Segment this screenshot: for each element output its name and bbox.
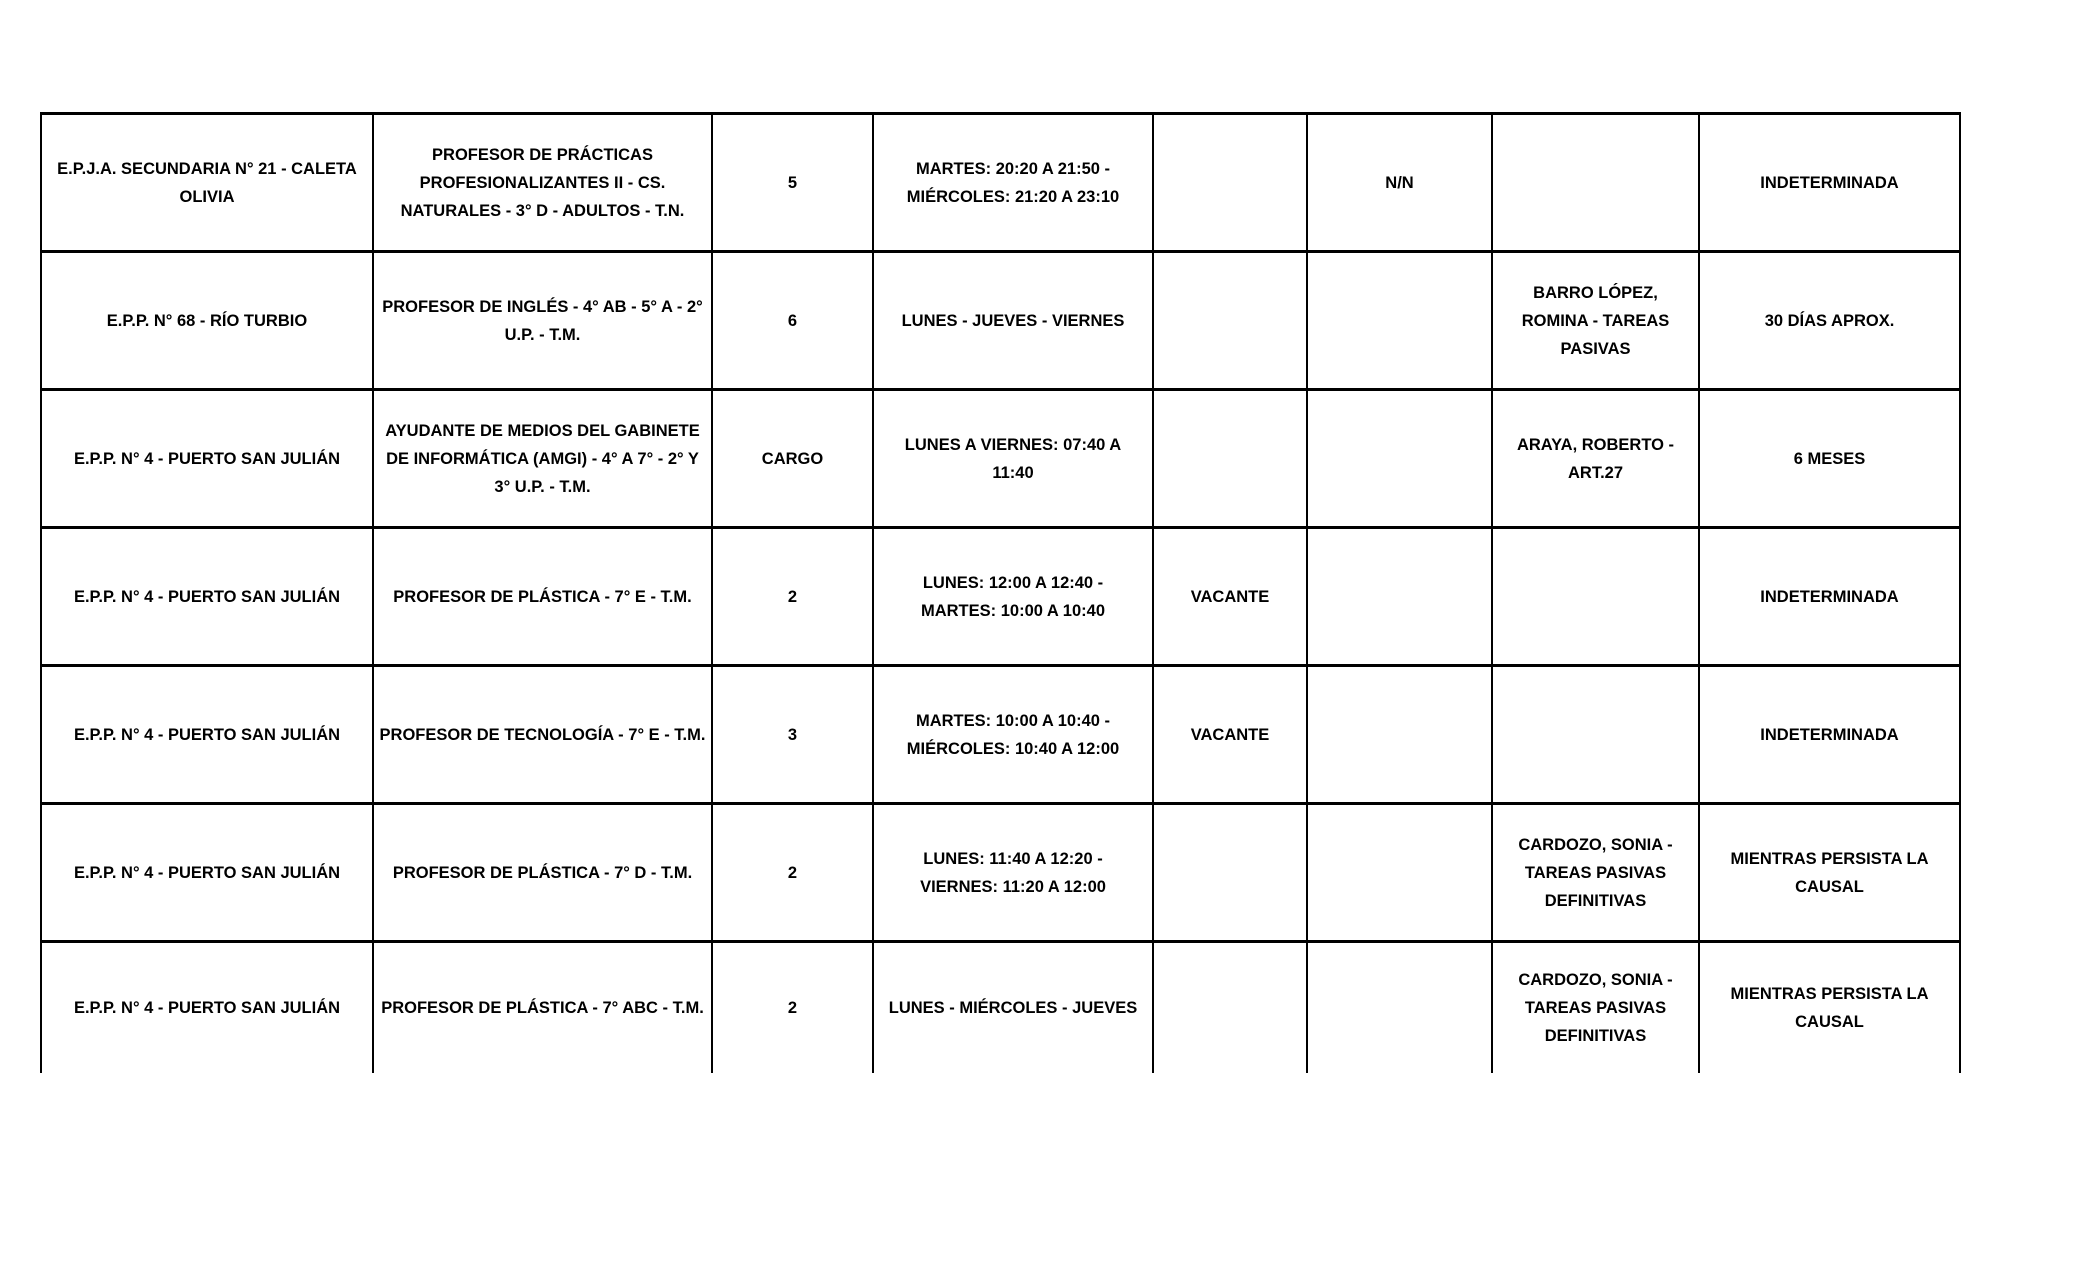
table-cell: LUNES A VIERNES: 07:40 A 11:40 — [874, 391, 1154, 529]
table-cell — [1493, 115, 1700, 253]
table-cell: E.P.J.A. SECUNDARIA N° 21 - CALETA OLIVIA — [42, 115, 374, 253]
table-cell: ARAYA, ROBERTO - ART.27 — [1493, 391, 1700, 529]
table-cell: PROFESOR DE PRÁCTICAS PROFESIONALIZANTES II - CS. NATURALES - 3° D - ADULTOS - T.N. — [374, 115, 713, 253]
table-cell: PROFESOR DE PLÁSTICA - 7° ABC - T.M. — [374, 943, 713, 1073]
table-cell: 6 — [713, 253, 874, 391]
table-cell: 3 — [713, 667, 874, 805]
table-cell: INDETERMINADA — [1700, 529, 1961, 667]
table-row — [42, 253, 1961, 391]
table-cell: CARDOZO, SONIA - TAREAS PASIVAS DEFINITIVAS — [1493, 805, 1700, 943]
table-cell — [1493, 667, 1700, 805]
table-cell: MARTES: 20:20 A 21:50 - MIÉRCOLES: 21:20 A 23:10 — [874, 115, 1154, 253]
table-cell — [1308, 805, 1493, 943]
table-cell: 30 DÍAS APROX. — [1700, 253, 1961, 391]
table-cell: VACANTE — [1154, 529, 1308, 667]
table-cell — [1308, 667, 1493, 805]
table-cell: E.P.P. N° 68 - RÍO TURBIO — [42, 253, 374, 391]
table-cell: LUNES - JUEVES - VIERNES — [874, 253, 1154, 391]
table-cell: PROFESOR DE INGLÉS - 4° AB - 5° A - 2° U.P. - T.M. — [374, 253, 713, 391]
table-cell: MARTES: 10:00 A 10:40 - MIÉRCOLES: 10:40 A 12:00 — [874, 667, 1154, 805]
table-cell: MIENTRAS PERSISTA LA CAUSAL — [1700, 805, 1961, 943]
table-cell — [1154, 805, 1308, 943]
table-cell — [1308, 391, 1493, 529]
table-row — [42, 943, 1961, 1073]
table-cell — [1308, 529, 1493, 667]
table-cell: 6 MESES — [1700, 391, 1961, 529]
table-cell: 2 — [713, 943, 874, 1073]
table-cell: BARRO LÓPEZ, ROMINA - TAREAS PASIVAS — [1493, 253, 1700, 391]
table-row — [42, 529, 1961, 667]
table-cell — [1154, 115, 1308, 253]
table-cell: INDETERMINADA — [1700, 115, 1961, 253]
table-cell: PROFESOR DE PLÁSTICA - 7° D - T.M. — [374, 805, 713, 943]
table-cell — [1308, 943, 1493, 1073]
assignments-table — [40, 112, 1961, 1073]
table-row — [42, 667, 1961, 805]
table-cell: LUNES: 11:40 A 12:20 - VIERNES: 11:20 A 12:00 — [874, 805, 1154, 943]
table-cell: LUNES: 12:00 A 12:40 - MARTES: 10:00 A 10:40 — [874, 529, 1154, 667]
table-cell: VACANTE — [1154, 667, 1308, 805]
table-cell — [1154, 253, 1308, 391]
table-row — [42, 391, 1961, 529]
table-cell: PROFESOR DE TECNOLOGÍA - 7° E - T.M. — [374, 667, 713, 805]
table-cell: 2 — [713, 529, 874, 667]
table-cell: E.P.P. N° 4 - PUERTO SAN JULIÁN — [42, 667, 374, 805]
table-cell: CARDOZO, SONIA - TAREAS PASIVAS DEFINITIVAS — [1493, 943, 1700, 1073]
table-cell: INDETERMINADA — [1700, 667, 1961, 805]
table-cell: E.P.P. N° 4 - PUERTO SAN JULIÁN — [42, 805, 374, 943]
table-cell — [1493, 529, 1700, 667]
table-cell — [1154, 943, 1308, 1073]
table-cell: 5 — [713, 115, 874, 253]
table-cell: N/N — [1308, 115, 1493, 253]
table-cell: CARGO — [713, 391, 874, 529]
table-cell: 2 — [713, 805, 874, 943]
table-cell: AYUDANTE DE MEDIOS DEL GABINETE DE INFORMÁTICA (AMGI) - 4° A 7° - 2° Y 3° U.P. - T.M. — [374, 391, 713, 529]
table-cell: LUNES - MIÉRCOLES - JUEVES — [874, 943, 1154, 1073]
table-row — [42, 115, 1961, 253]
table-cell: E.P.P. N° 4 - PUERTO SAN JULIÁN — [42, 529, 374, 667]
table-cell: E.P.P. N° 4 - PUERTO SAN JULIÁN — [42, 391, 374, 529]
table-cell — [1308, 253, 1493, 391]
table-cell: E.P.P. N° 4 - PUERTO SAN JULIÁN — [42, 943, 374, 1073]
table-row — [42, 805, 1961, 943]
table-cell: MIENTRAS PERSISTA LA CAUSAL — [1700, 943, 1961, 1073]
table-cell — [1154, 391, 1308, 529]
table-cell: PROFESOR DE PLÁSTICA - 7° E - T.M. — [374, 529, 713, 667]
